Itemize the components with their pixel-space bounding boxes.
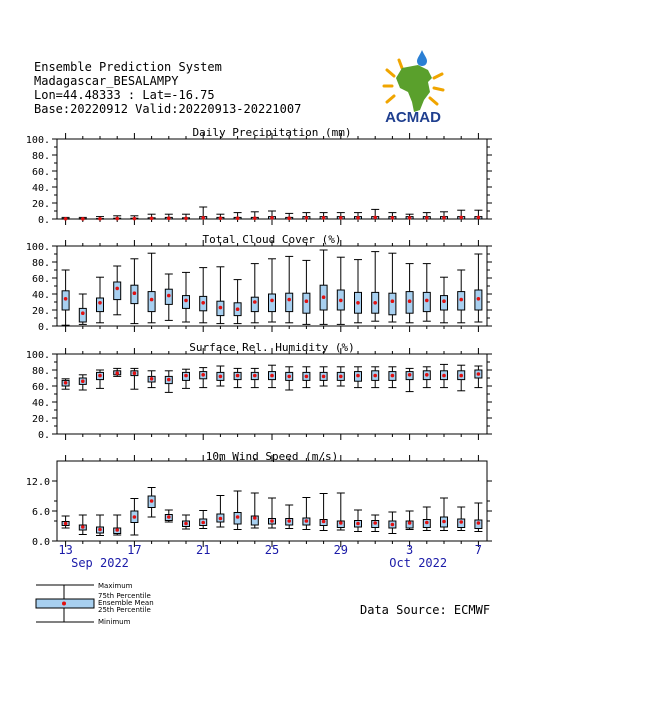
box-day-9 bbox=[199, 207, 207, 220]
month-label: Sep 2022 bbox=[71, 556, 129, 570]
mean-dot bbox=[81, 311, 85, 315]
y-tick-label: 0.0 bbox=[31, 537, 50, 548]
box-day-18 bbox=[354, 367, 362, 388]
mean-dot bbox=[391, 374, 395, 378]
box-day-22 bbox=[423, 507, 431, 531]
y-tick-label: 0. bbox=[37, 215, 50, 226]
mean-dot bbox=[477, 372, 481, 376]
mean-dot bbox=[373, 521, 377, 525]
panel-title: Surface Rel. Humidity (%) bbox=[189, 341, 355, 354]
mean-dot bbox=[356, 301, 360, 305]
mean-dot bbox=[270, 374, 274, 378]
box-day-6 bbox=[148, 253, 156, 323]
mean-dot bbox=[270, 299, 274, 303]
mean-dot bbox=[219, 517, 223, 521]
box-day-8 bbox=[182, 214, 190, 220]
x-tick-label: 7 bbox=[474, 543, 483, 557]
mean-dot bbox=[167, 216, 171, 220]
mean-dot bbox=[167, 515, 171, 519]
box-day-9 bbox=[199, 368, 207, 388]
box-day-15 bbox=[302, 260, 310, 324]
panel-title: Daily Precipitation (mm) bbox=[192, 126, 352, 139]
box-day-3 bbox=[96, 515, 104, 536]
mean-dot bbox=[287, 216, 291, 220]
box-day-19 bbox=[371, 367, 379, 388]
station-coords: Lon=44.48333 : Lat=-16.75 bbox=[34, 88, 215, 102]
mean-dot bbox=[442, 216, 446, 220]
mean-dot bbox=[219, 306, 223, 310]
box-day-15 bbox=[302, 213, 310, 220]
y-tick-label: 80. bbox=[31, 366, 50, 377]
mean-dot bbox=[201, 301, 205, 305]
y-tick-label: 20. bbox=[31, 199, 50, 210]
legend-p75: 75th Percentile bbox=[98, 592, 151, 600]
box-day-4 bbox=[113, 216, 121, 221]
x-tick-label: 3 bbox=[405, 543, 414, 557]
mean-dot bbox=[236, 515, 240, 519]
mean-dot bbox=[442, 374, 446, 378]
y-tick-label: 60. bbox=[31, 167, 50, 178]
mean-dot bbox=[459, 520, 463, 524]
box-day-16 bbox=[320, 213, 328, 220]
y-tick-label: 0. bbox=[37, 322, 50, 333]
box-day-21 bbox=[406, 368, 414, 391]
panel-cloud-cover bbox=[26, 233, 492, 333]
mean-dot bbox=[477, 216, 481, 220]
mean-dot bbox=[64, 217, 68, 221]
box-day-22 bbox=[423, 367, 431, 388]
mean-dot bbox=[236, 307, 240, 311]
box-day-7 bbox=[165, 274, 173, 320]
mean-dot bbox=[64, 522, 68, 526]
box-iqr bbox=[79, 308, 86, 322]
box-day-24 bbox=[457, 270, 465, 323]
box-day-15 bbox=[302, 498, 310, 530]
box-day-24 bbox=[457, 210, 465, 219]
box-day-25 bbox=[474, 503, 482, 532]
mean-dot bbox=[150, 217, 154, 221]
mean-dot bbox=[201, 216, 205, 220]
box-day-4 bbox=[113, 515, 121, 535]
mean-dot bbox=[81, 217, 85, 221]
y-tick-label: 6.0 bbox=[31, 507, 50, 518]
mean-dot bbox=[356, 216, 360, 220]
y-tick-label: 40. bbox=[31, 290, 50, 301]
box-day-25 bbox=[474, 254, 482, 322]
mean-dot bbox=[425, 216, 429, 220]
box-day-23 bbox=[440, 364, 448, 387]
box-day-20 bbox=[388, 253, 396, 322]
mean-dot bbox=[322, 375, 326, 379]
mean-dot bbox=[391, 523, 395, 527]
box-day-20 bbox=[388, 213, 396, 220]
mean-dot bbox=[391, 299, 395, 303]
box-day-10 bbox=[216, 214, 224, 220]
mean-dot bbox=[356, 374, 360, 378]
legend-minimum: Minimum bbox=[98, 618, 131, 626]
mean-dot bbox=[339, 375, 343, 379]
panel-title: Total Cloud Cover (%) bbox=[202, 233, 342, 246]
x-tick-label: 13 bbox=[58, 543, 73, 557]
mean-dot bbox=[115, 287, 119, 291]
box-day-7 bbox=[165, 214, 173, 220]
box-iqr bbox=[148, 292, 155, 312]
y-tick-label: 0. bbox=[37, 430, 50, 441]
mean-dot bbox=[408, 216, 412, 220]
box-day-13 bbox=[268, 365, 276, 387]
mean-dot bbox=[373, 374, 377, 378]
mean-dot bbox=[98, 528, 102, 532]
mean-dot bbox=[115, 371, 119, 375]
box-day-23 bbox=[440, 212, 448, 220]
box-day-8 bbox=[182, 272, 190, 322]
mean-dot bbox=[81, 525, 85, 529]
panel-wind-speed bbox=[26, 450, 492, 548]
panel-precipitation bbox=[26, 126, 492, 226]
mean-dot bbox=[339, 521, 343, 525]
box-day-18 bbox=[354, 510, 362, 532]
box-day-10 bbox=[216, 267, 224, 324]
y-tick-label: 20. bbox=[31, 414, 50, 425]
box-day-12 bbox=[251, 493, 259, 528]
box-day-5 bbox=[130, 216, 138, 221]
box-day-4 bbox=[113, 368, 121, 376]
box-day-14 bbox=[285, 505, 293, 529]
mean-dot bbox=[459, 216, 463, 220]
mean-dot bbox=[305, 216, 309, 220]
box-day-1 bbox=[62, 217, 70, 221]
mean-dot bbox=[64, 381, 68, 385]
data-source: Data Source: ECMWF bbox=[360, 603, 491, 617]
box-day-17 bbox=[337, 213, 345, 220]
system-title: Ensemble Prediction System bbox=[34, 60, 222, 74]
mean-dot bbox=[150, 377, 154, 381]
station-name: Madagascar_BESALAMPY bbox=[34, 74, 179, 88]
box-day-18 bbox=[354, 213, 362, 220]
logo-text: ACMAD bbox=[385, 109, 441, 124]
y-tick-label: 100. bbox=[25, 135, 50, 146]
box-day-18 bbox=[354, 260, 362, 323]
box-day-10 bbox=[216, 366, 224, 386]
box-day-3 bbox=[96, 217, 104, 221]
box-iqr bbox=[97, 298, 104, 312]
mean-dot bbox=[270, 216, 274, 220]
mean-dot bbox=[133, 515, 137, 519]
mean-dot bbox=[115, 217, 119, 221]
box-day-11 bbox=[234, 280, 242, 324]
box-day-12 bbox=[251, 212, 259, 220]
box-day-23 bbox=[440, 277, 448, 323]
y-tick-label: 60. bbox=[31, 382, 50, 393]
box-day-20 bbox=[388, 512, 396, 534]
mean-dot bbox=[133, 291, 137, 295]
mean-dot bbox=[115, 528, 119, 532]
mean-dot bbox=[425, 299, 429, 303]
box-iqr bbox=[269, 294, 276, 312]
mean-dot bbox=[305, 519, 309, 523]
legend-mean: Ensemble Mean bbox=[98, 599, 154, 607]
mean-dot bbox=[322, 216, 326, 220]
mean-dot bbox=[442, 299, 446, 303]
mean-dot bbox=[253, 374, 257, 378]
y-tick-label: 40. bbox=[31, 398, 50, 409]
mean-dot bbox=[81, 379, 85, 383]
mean-dot bbox=[339, 299, 343, 303]
box-day-2 bbox=[79, 375, 87, 390]
box-day-11 bbox=[234, 491, 242, 530]
box-day-6 bbox=[148, 214, 156, 220]
box-day-21 bbox=[406, 511, 414, 530]
box-day-7 bbox=[165, 510, 173, 522]
mean-dot bbox=[236, 374, 240, 378]
panel-frame bbox=[57, 139, 487, 219]
box-day-8 bbox=[182, 515, 190, 529]
box-day-7 bbox=[165, 371, 173, 393]
box-day-10 bbox=[216, 496, 224, 528]
mean-dot bbox=[322, 520, 326, 524]
mean-dot bbox=[425, 521, 429, 525]
box-day-13 bbox=[268, 259, 276, 322]
mean-dot bbox=[356, 522, 360, 526]
box-day-3 bbox=[96, 277, 104, 323]
mean-dot bbox=[373, 216, 377, 220]
box-day-13 bbox=[268, 211, 276, 220]
forecast-dates: Base:20220912 Valid:20220913-20221007 bbox=[34, 102, 302, 116]
mean-dot bbox=[184, 217, 188, 221]
y-tick-label: 20. bbox=[31, 306, 50, 317]
box-day-19 bbox=[371, 252, 379, 322]
mean-dot bbox=[459, 374, 463, 378]
mean-dot bbox=[287, 519, 291, 523]
box-day-16 bbox=[320, 367, 328, 386]
mean-dot bbox=[305, 375, 309, 379]
mean-dot bbox=[150, 499, 154, 503]
box-day-22 bbox=[423, 213, 431, 220]
box-day-14 bbox=[285, 256, 293, 322]
mean-dot bbox=[64, 297, 68, 301]
box-day-1 bbox=[62, 270, 70, 325]
mean-dot bbox=[133, 371, 137, 375]
box-day-17 bbox=[337, 367, 345, 386]
mean-dot bbox=[287, 298, 291, 302]
mean-dot bbox=[408, 299, 412, 303]
box-day-16 bbox=[320, 494, 328, 531]
box-day-17 bbox=[337, 493, 345, 530]
mean-dot bbox=[425, 373, 429, 377]
box-day-21 bbox=[406, 214, 414, 219]
box-day-14 bbox=[285, 213, 293, 220]
box-day-6 bbox=[148, 488, 156, 518]
month-label: Oct 2022 bbox=[389, 556, 448, 570]
box-day-3 bbox=[96, 370, 104, 388]
x-tick-label: 21 bbox=[195, 543, 211, 557]
mean-dot bbox=[201, 521, 205, 525]
mean-dot bbox=[477, 297, 481, 301]
legend-p25: 25th Percentile bbox=[98, 606, 151, 614]
mean-dot bbox=[98, 217, 102, 221]
box-day-20 bbox=[388, 367, 396, 388]
box-day-4 bbox=[113, 266, 121, 315]
mean-dot bbox=[253, 516, 257, 520]
box-iqr bbox=[286, 293, 293, 311]
box-day-1 bbox=[62, 379, 70, 389]
y-tick-label: 12.0 bbox=[25, 477, 50, 488]
box-day-17 bbox=[337, 257, 345, 324]
box-day-8 bbox=[182, 369, 190, 388]
box-day-2 bbox=[79, 515, 87, 535]
box-day-15 bbox=[302, 367, 310, 388]
box-iqr bbox=[389, 293, 396, 315]
x-tick-label: 25 bbox=[264, 543, 280, 557]
mean-dot bbox=[373, 301, 377, 305]
box-day-2 bbox=[79, 217, 87, 221]
box-day-9 bbox=[199, 268, 207, 323]
x-tick-label: 29 bbox=[333, 543, 349, 557]
mean-dot bbox=[167, 294, 171, 298]
panel-humidity bbox=[26, 341, 492, 441]
y-tick-label: 60. bbox=[31, 274, 50, 285]
x-axis-labels bbox=[58, 543, 482, 570]
mean-dot bbox=[98, 374, 102, 378]
y-tick-label: 40. bbox=[31, 183, 50, 194]
x-tick-label: 17 bbox=[127, 543, 142, 557]
box-day-5 bbox=[130, 499, 138, 536]
box-day-11 bbox=[234, 368, 242, 387]
box-day-6 bbox=[148, 371, 156, 388]
box-day-24 bbox=[457, 507, 465, 531]
box-day-19 bbox=[371, 209, 379, 219]
box-day-5 bbox=[130, 259, 138, 324]
box-iqr bbox=[114, 282, 121, 300]
legend-key bbox=[34, 582, 234, 626]
box-day-1 bbox=[62, 516, 70, 528]
y-tick-label: 100. bbox=[25, 350, 50, 361]
box-day-24 bbox=[457, 365, 465, 391]
mean-dot bbox=[442, 520, 446, 524]
mean-dot bbox=[305, 299, 309, 303]
box-day-25 bbox=[474, 210, 482, 219]
box-day-19 bbox=[371, 515, 379, 532]
box-day-9 bbox=[199, 511, 207, 529]
mean-dot bbox=[408, 521, 412, 525]
box-day-11 bbox=[234, 213, 242, 220]
box-iqr bbox=[251, 297, 258, 311]
box-day-12 bbox=[251, 368, 259, 387]
mean-dot bbox=[133, 217, 137, 221]
mean-dot bbox=[287, 375, 291, 379]
box-iqr bbox=[303, 293, 310, 313]
box-day-5 bbox=[130, 368, 138, 389]
mean-dot bbox=[184, 299, 188, 303]
y-tick-label: 80. bbox=[31, 258, 50, 269]
box-day-12 bbox=[251, 264, 259, 323]
box-day-13 bbox=[268, 498, 276, 528]
legend-maximum: Maximum bbox=[98, 582, 133, 590]
y-tick-label: 80. bbox=[31, 151, 50, 162]
box-day-21 bbox=[406, 264, 414, 323]
box-day-14 bbox=[285, 367, 293, 390]
mean-dot bbox=[184, 374, 188, 378]
panel-title: 10m Wind Speed (m/s) bbox=[205, 450, 339, 463]
box-day-25 bbox=[474, 366, 482, 388]
box-day-23 bbox=[440, 498, 448, 531]
mean-dot bbox=[270, 519, 274, 523]
mean-dot bbox=[408, 373, 412, 377]
mean-dot bbox=[253, 216, 257, 220]
mean-dot bbox=[167, 378, 171, 382]
mean-dot bbox=[150, 298, 154, 302]
mean-dot bbox=[391, 216, 395, 220]
mean-dot bbox=[477, 521, 481, 525]
mean-dot bbox=[253, 300, 257, 304]
mean-dot bbox=[459, 298, 463, 302]
mean-dot bbox=[219, 375, 223, 379]
mean-dot bbox=[201, 373, 205, 377]
box-day-22 bbox=[423, 264, 431, 322]
mean-dot bbox=[184, 522, 188, 526]
mean-dot bbox=[322, 295, 326, 299]
box-day-2 bbox=[79, 294, 87, 324]
box-day-16 bbox=[320, 250, 328, 324]
mean-dot bbox=[236, 216, 240, 220]
mean-dot bbox=[219, 216, 223, 220]
mean-dot bbox=[339, 216, 343, 220]
mean-dot bbox=[98, 301, 102, 305]
y-tick-label: 100. bbox=[25, 242, 50, 253]
